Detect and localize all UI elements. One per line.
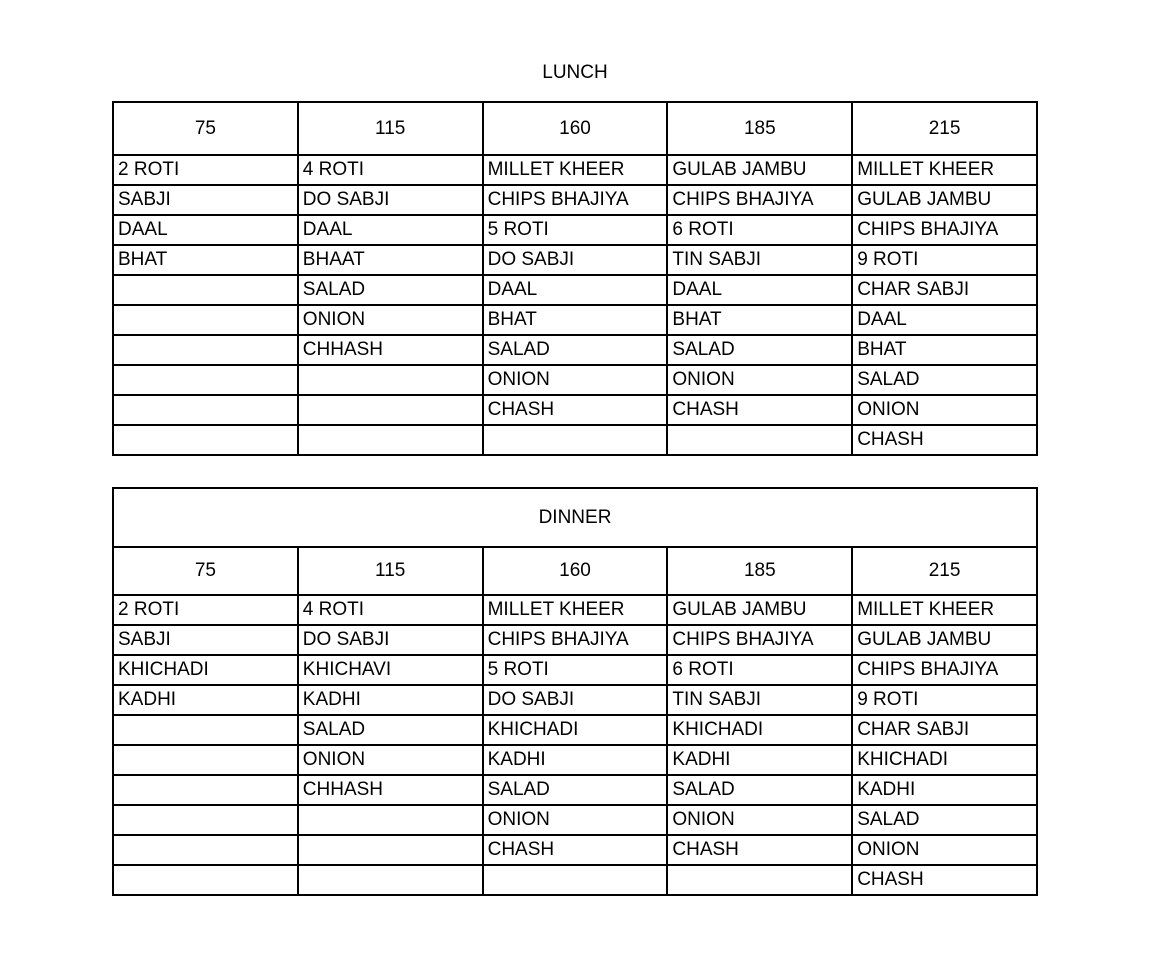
dinner-item-cell: KADHI xyxy=(667,745,852,775)
dinner-item-row xyxy=(113,865,1037,895)
lunch-item-row xyxy=(113,425,1037,455)
dinner-item-cell: CHASH xyxy=(667,835,852,865)
lunch-item-cell xyxy=(298,365,483,395)
dinner-item-cell: GULAB JAMBU xyxy=(852,625,1037,655)
dinner-item-cell: MILLET KHEER xyxy=(852,595,1037,625)
lunch-item-cell: SALAD xyxy=(667,335,852,365)
dinner-item-row xyxy=(113,685,1037,715)
dinner-item-cell: KHICHADI xyxy=(483,715,668,745)
dinner-item-cell: DO SABJI xyxy=(483,685,668,715)
lunch-item-cell: SALAD xyxy=(852,365,1037,395)
dinner-item-row xyxy=(113,745,1037,775)
dinner-item-cell xyxy=(113,745,298,775)
lunch-item-cell: TIN SABJI xyxy=(667,245,852,275)
lunch-item-cell: DAAL xyxy=(298,215,483,245)
dinner-item-cell xyxy=(113,775,298,805)
dinner-item-cell xyxy=(113,805,298,835)
dinner-item-cell: 2 ROTI xyxy=(113,595,298,625)
lunch-item-cell: CHASH xyxy=(667,395,852,425)
dinner-item-cell: GULAB JAMBU xyxy=(667,595,852,625)
lunch-item-cell xyxy=(483,425,668,455)
lunch-item-cell: CHIPS BHAJIYA xyxy=(483,185,668,215)
lunch-price-215: 215 xyxy=(852,102,1037,155)
dinner-item-row xyxy=(113,655,1037,685)
lunch-price-row xyxy=(113,102,1037,155)
lunch-items xyxy=(113,155,1037,455)
dinner-price-115: 115 xyxy=(298,547,483,595)
dinner-item-cell: CHIPS BHAJIYA xyxy=(667,625,852,655)
lunch-item-cell: CHASH xyxy=(852,425,1037,455)
dinner-item-cell xyxy=(298,835,483,865)
lunch-item-cell: CHAR SABJI xyxy=(852,275,1037,305)
lunch-item-cell xyxy=(298,425,483,455)
lunch-item-cell: MILLET KHEER xyxy=(483,155,668,185)
dinner-item-cell: ONION xyxy=(852,835,1037,865)
dinner-item-cell: ONION xyxy=(483,805,668,835)
dinner-item-cell: KADHI xyxy=(483,745,668,775)
dinner-item-cell: SALAD xyxy=(483,775,668,805)
dinner-item-cell: KHICHADI xyxy=(667,715,852,745)
dinner-item-cell: DO SABJI xyxy=(298,625,483,655)
lunch-item-cell: BHAT xyxy=(483,305,668,335)
dinner-item-cell xyxy=(298,805,483,835)
lunch-item-cell: ONION xyxy=(483,365,668,395)
lunch-price-185: 185 xyxy=(667,102,852,155)
lunch-item-cell: BHAT xyxy=(852,335,1037,365)
dinner-item-row xyxy=(113,595,1037,625)
dinner-item-row xyxy=(113,775,1037,805)
lunch-item-cell xyxy=(113,305,298,335)
lunch-item-cell: 5 ROTI xyxy=(483,215,668,245)
lunch-item-cell: ONION xyxy=(298,305,483,335)
lunch-item-cell: CHIPS BHAJIYA xyxy=(667,185,852,215)
lunch-item-row xyxy=(113,185,1037,215)
lunch-item-cell xyxy=(113,425,298,455)
lunch-item-cell: DAAL xyxy=(852,305,1037,335)
dinner-item-cell: KADHI xyxy=(298,685,483,715)
lunch-item-cell: DAAL xyxy=(667,275,852,305)
dinner-item-cell: MILLET KHEER xyxy=(483,595,668,625)
dinner-title-row xyxy=(113,488,1037,547)
lunch-item-row xyxy=(113,245,1037,275)
lunch-item-cell: ONION xyxy=(852,395,1037,425)
lunch-item-cell: 2 ROTI xyxy=(113,155,298,185)
dinner-item-row xyxy=(113,625,1037,655)
dinner-item-cell: 9 ROTI xyxy=(852,685,1037,715)
lunch-item-cell xyxy=(113,275,298,305)
lunch-item-cell xyxy=(113,365,298,395)
lunch-item-row xyxy=(113,275,1037,305)
lunch-item-cell: BHAAT xyxy=(298,245,483,275)
dinner-item-cell: KHICHADI xyxy=(852,745,1037,775)
dinner-table xyxy=(112,487,1038,896)
lunch-item-cell: GULAB JAMBU xyxy=(852,185,1037,215)
dinner-item-cell: 5 ROTI xyxy=(483,655,668,685)
dinner-item-cell: CHHASH xyxy=(298,775,483,805)
lunch-item-cell: BHAT xyxy=(667,305,852,335)
dinner-item-cell xyxy=(113,865,298,895)
lunch-item-cell: CHIPS BHAJIYA xyxy=(852,215,1037,245)
lunch-item-cell: 4 ROTI xyxy=(298,155,483,185)
dinner-item-row xyxy=(113,805,1037,835)
dinner-item-cell: SALAD xyxy=(667,775,852,805)
lunch-item-cell: 9 ROTI xyxy=(852,245,1037,275)
lunch-item-cell: CHASH xyxy=(483,395,668,425)
lunch-item-cell: BHAT xyxy=(113,245,298,275)
lunch-item-cell xyxy=(113,335,298,365)
dinner-item-cell: SALAD xyxy=(298,715,483,745)
dinner-item-cell: SABJI xyxy=(113,625,298,655)
lunch-price-75: 75 xyxy=(113,102,298,155)
lunch-item-cell xyxy=(113,395,298,425)
lunch-table xyxy=(112,101,1038,456)
lunch-item-cell: ONION xyxy=(667,365,852,395)
lunch-price-160: 160 xyxy=(483,102,668,155)
lunch-item-cell: DO SABJI xyxy=(298,185,483,215)
lunch-item-row xyxy=(113,305,1037,335)
dinner-price-75: 75 xyxy=(113,547,298,595)
lunch-item-cell xyxy=(667,425,852,455)
lunch-price-115: 115 xyxy=(298,102,483,155)
lunch-item-cell: CHHASH xyxy=(298,335,483,365)
lunch-item-row xyxy=(113,155,1037,185)
lunch-item-cell: GULAB JAMBU xyxy=(667,155,852,185)
dinner-price-215: 215 xyxy=(852,547,1037,595)
dinner-price-160: 160 xyxy=(483,547,668,595)
dinner-item-cell: SALAD xyxy=(852,805,1037,835)
lunch-item-cell: DAAL xyxy=(483,275,668,305)
dinner-item-cell: ONION xyxy=(667,805,852,835)
dinner-item-cell xyxy=(113,835,298,865)
dinner-item-cell: KHICHAVI xyxy=(298,655,483,685)
lunch-item-cell xyxy=(298,395,483,425)
lunch-item-cell: SALAD xyxy=(298,275,483,305)
dinner-item-cell: KHICHADI xyxy=(113,655,298,685)
dinner-item-cell: CHIPS BHAJIYA xyxy=(852,655,1037,685)
lunch-item-cell: SABJI xyxy=(113,185,298,215)
dinner-item-row xyxy=(113,715,1037,745)
lunch-title: LUNCH xyxy=(542,62,608,83)
lunch-item-cell: 6 ROTI xyxy=(667,215,852,245)
dinner-item-cell: CHAR SABJI xyxy=(852,715,1037,745)
lunch-item-row xyxy=(113,365,1037,395)
dinner-title: DINNER xyxy=(113,488,1037,547)
dinner-item-cell: KADHI xyxy=(113,685,298,715)
dinner-item-cell: TIN SABJI xyxy=(667,685,852,715)
dinner-item-cell: 6 ROTI xyxy=(667,655,852,685)
lunch-item-row xyxy=(113,395,1037,425)
lunch-item-row xyxy=(113,215,1037,245)
dinner-item-cell xyxy=(113,715,298,745)
dinner-item-row xyxy=(113,835,1037,865)
lunch-item-cell: DO SABJI xyxy=(483,245,668,275)
lunch-item-cell: SALAD xyxy=(483,335,668,365)
dinner-item-cell: 4 ROTI xyxy=(298,595,483,625)
dinner-items xyxy=(113,595,1037,895)
dinner-item-cell: CHASH xyxy=(483,835,668,865)
lunch-item-cell: DAAL xyxy=(113,215,298,245)
dinner-item-cell: KADHI xyxy=(852,775,1037,805)
dinner-item-cell xyxy=(667,865,852,895)
dinner-item-cell: CHIPS BHAJIYA xyxy=(483,625,668,655)
dinner-item-cell: CHASH xyxy=(852,865,1037,895)
lunch-item-row xyxy=(113,335,1037,365)
dinner-item-cell: ONION xyxy=(298,745,483,775)
dinner-price-row xyxy=(113,547,1037,595)
lunch-item-cell: MILLET KHEER xyxy=(852,155,1037,185)
dinner-price-185: 185 xyxy=(667,547,852,595)
dinner-item-cell xyxy=(483,865,668,895)
dinner-item-cell xyxy=(298,865,483,895)
